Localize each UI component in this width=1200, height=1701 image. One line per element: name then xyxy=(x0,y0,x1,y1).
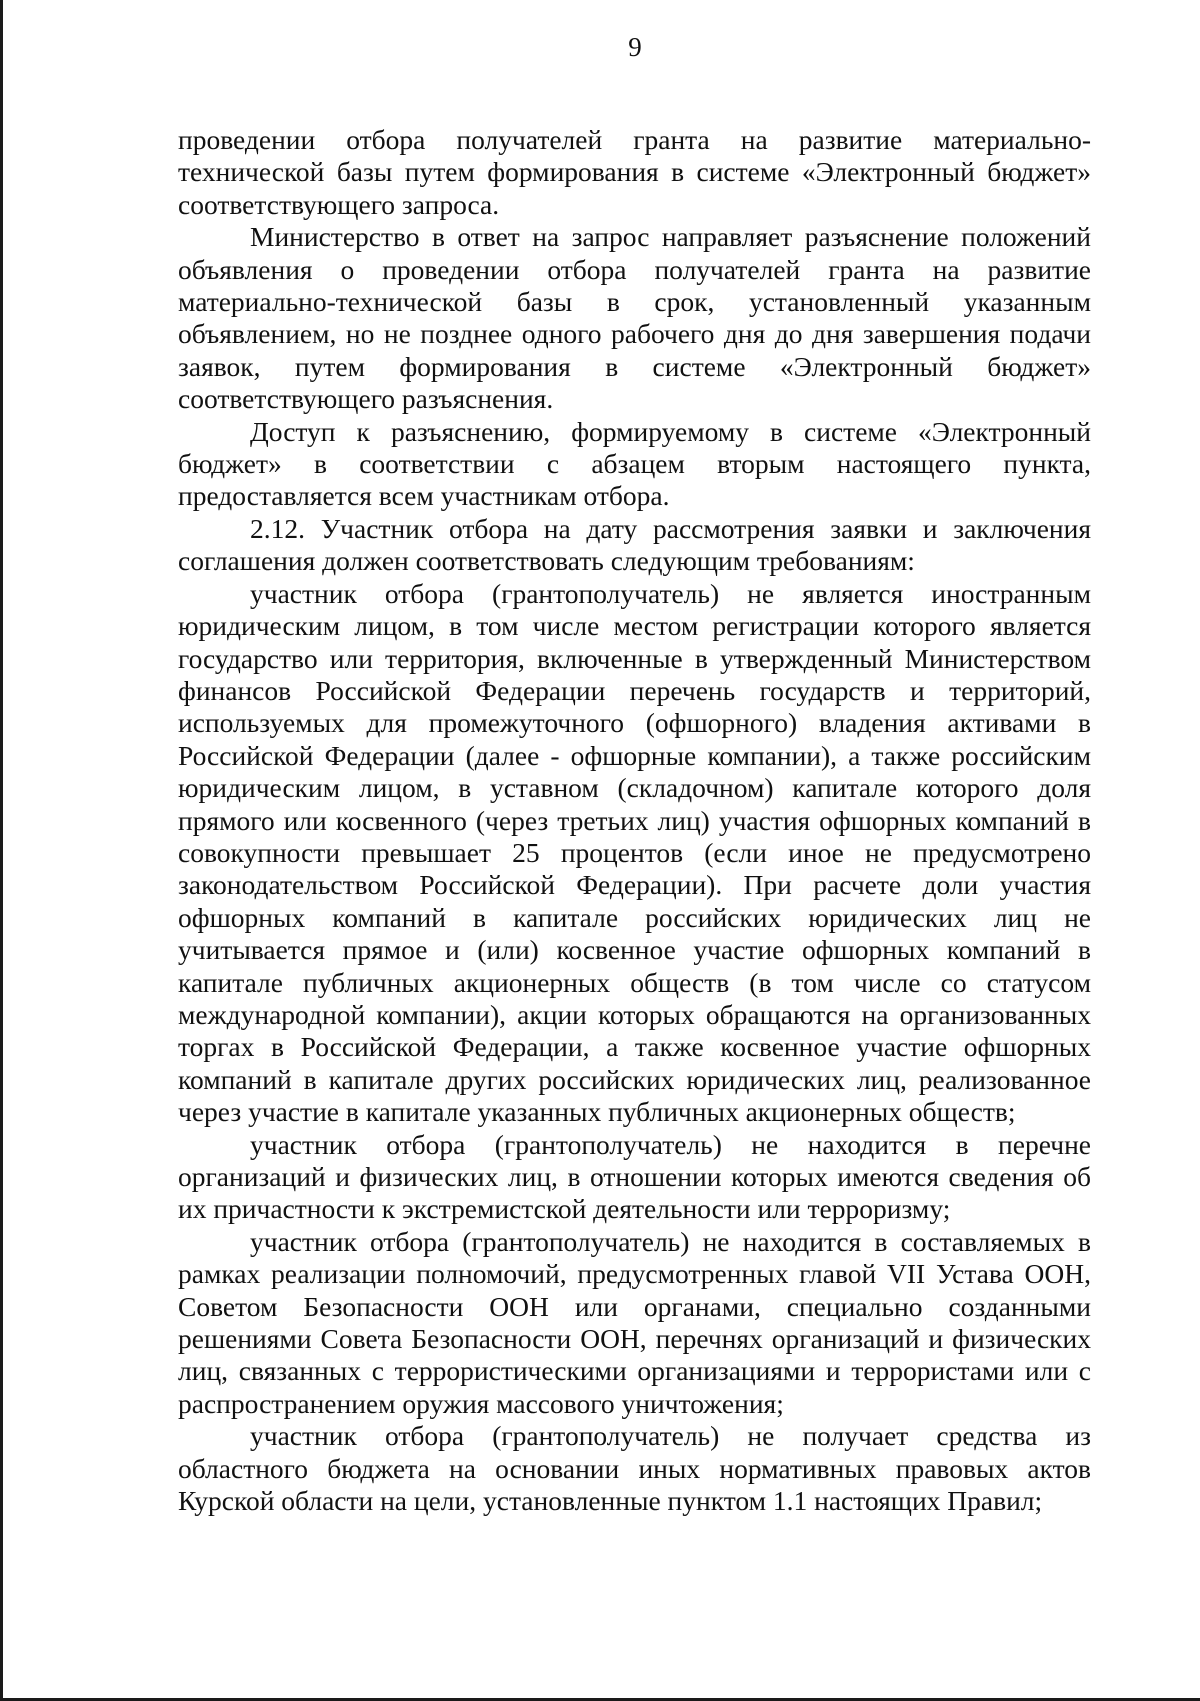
paragraph: участник отбора (грантополучатель) не находится в перечне организаций и физических лиц, в отношении которых имеются сведения об их причастности к экстремистской деятельности или терроризму; xyxy=(178,1128,1091,1225)
paragraph: проведении отбора получателей гранта на развитие материально-технической базы путем формирования в системе «Электронный бюджет» соответствующего запроса. xyxy=(178,124,1091,220)
paragraph: 2.12. Участник отбора на дату рассмотрения заявки и заключения соглашения должен соответствовать следующим требованиям: xyxy=(178,512,1091,577)
paragraph: участник отбора (грантополучатель) не является иностранным юридическим лицом, в том числе местом регистрации которого является государство или территория, включенные в утвержденный Министерством финансов Российской Федерации перечень государств и территорий, используемых для промежуточного (офшорного) владения активами в Российской Федерации (далее - офшорные компании), а также российским юридическим лицом, в уставном (складочном) капитале которого доля прямого или косвенного (через третьих лиц) участия офшорных компаний в совокупности превышает 25 процентов (если иное не предусмотрено законодательством Российской Федерации). При расчете доли участия офшорных компаний в капитале российских юридических лиц не учитывается прямое и (или) косвенное участие офшорных компаний в капитале публичных акционерных обществ (в том числе со статусом международной компании), акции которых обращаются на организованных торгах в Российской Федерации, а также косвенное участие офшорных компаний в капитале других российских юридических лиц, реализованное через участие в капитале указанных публичных акционерных обществ; xyxy=(178,577,1091,1128)
page-number: 9 xyxy=(628,32,642,62)
paragraph: Министерство в ответ на запрос направляет разъяснение положений объявления о проведении отбора получателей гранта на развитие материально-технической базы в срок, установленный указанным объявлением, но не позднее одного рабочего дня до дня завершения подачи заявок, путем формирования в системе «Электронный бюджет» соответствующего разъяснения. xyxy=(178,221,1091,415)
scan-edge-left xyxy=(0,0,3,1701)
paragraph: участник отбора (грантополучатель) не находится в составляемых в рамках реализации полномочий, предусмотренных главой VII Устава ООН, Советом Безопасности ООН или органами, специально созданными решениями Совета Безопасности ООН, перечнях организаций и физических лиц, связанных с террористическими организациями и террористами или с распространением оружия массового уничтожения; xyxy=(178,1225,1091,1419)
paragraph: Доступ к разъяснению, формируемому в системе «Электронный бюджет» в соответствии с абзацем вторым настоящего пункта, предоставляется всем участникам отбора. xyxy=(178,415,1091,512)
document-body xyxy=(178,124,1091,1517)
paragraph: участник отбора (грантополучатель) не получает средства из областного бюджета на основании иных нормативных правовых актов Курской области на цели, установленные пунктом 1.1 настоящих Правил; xyxy=(178,1420,1091,1517)
